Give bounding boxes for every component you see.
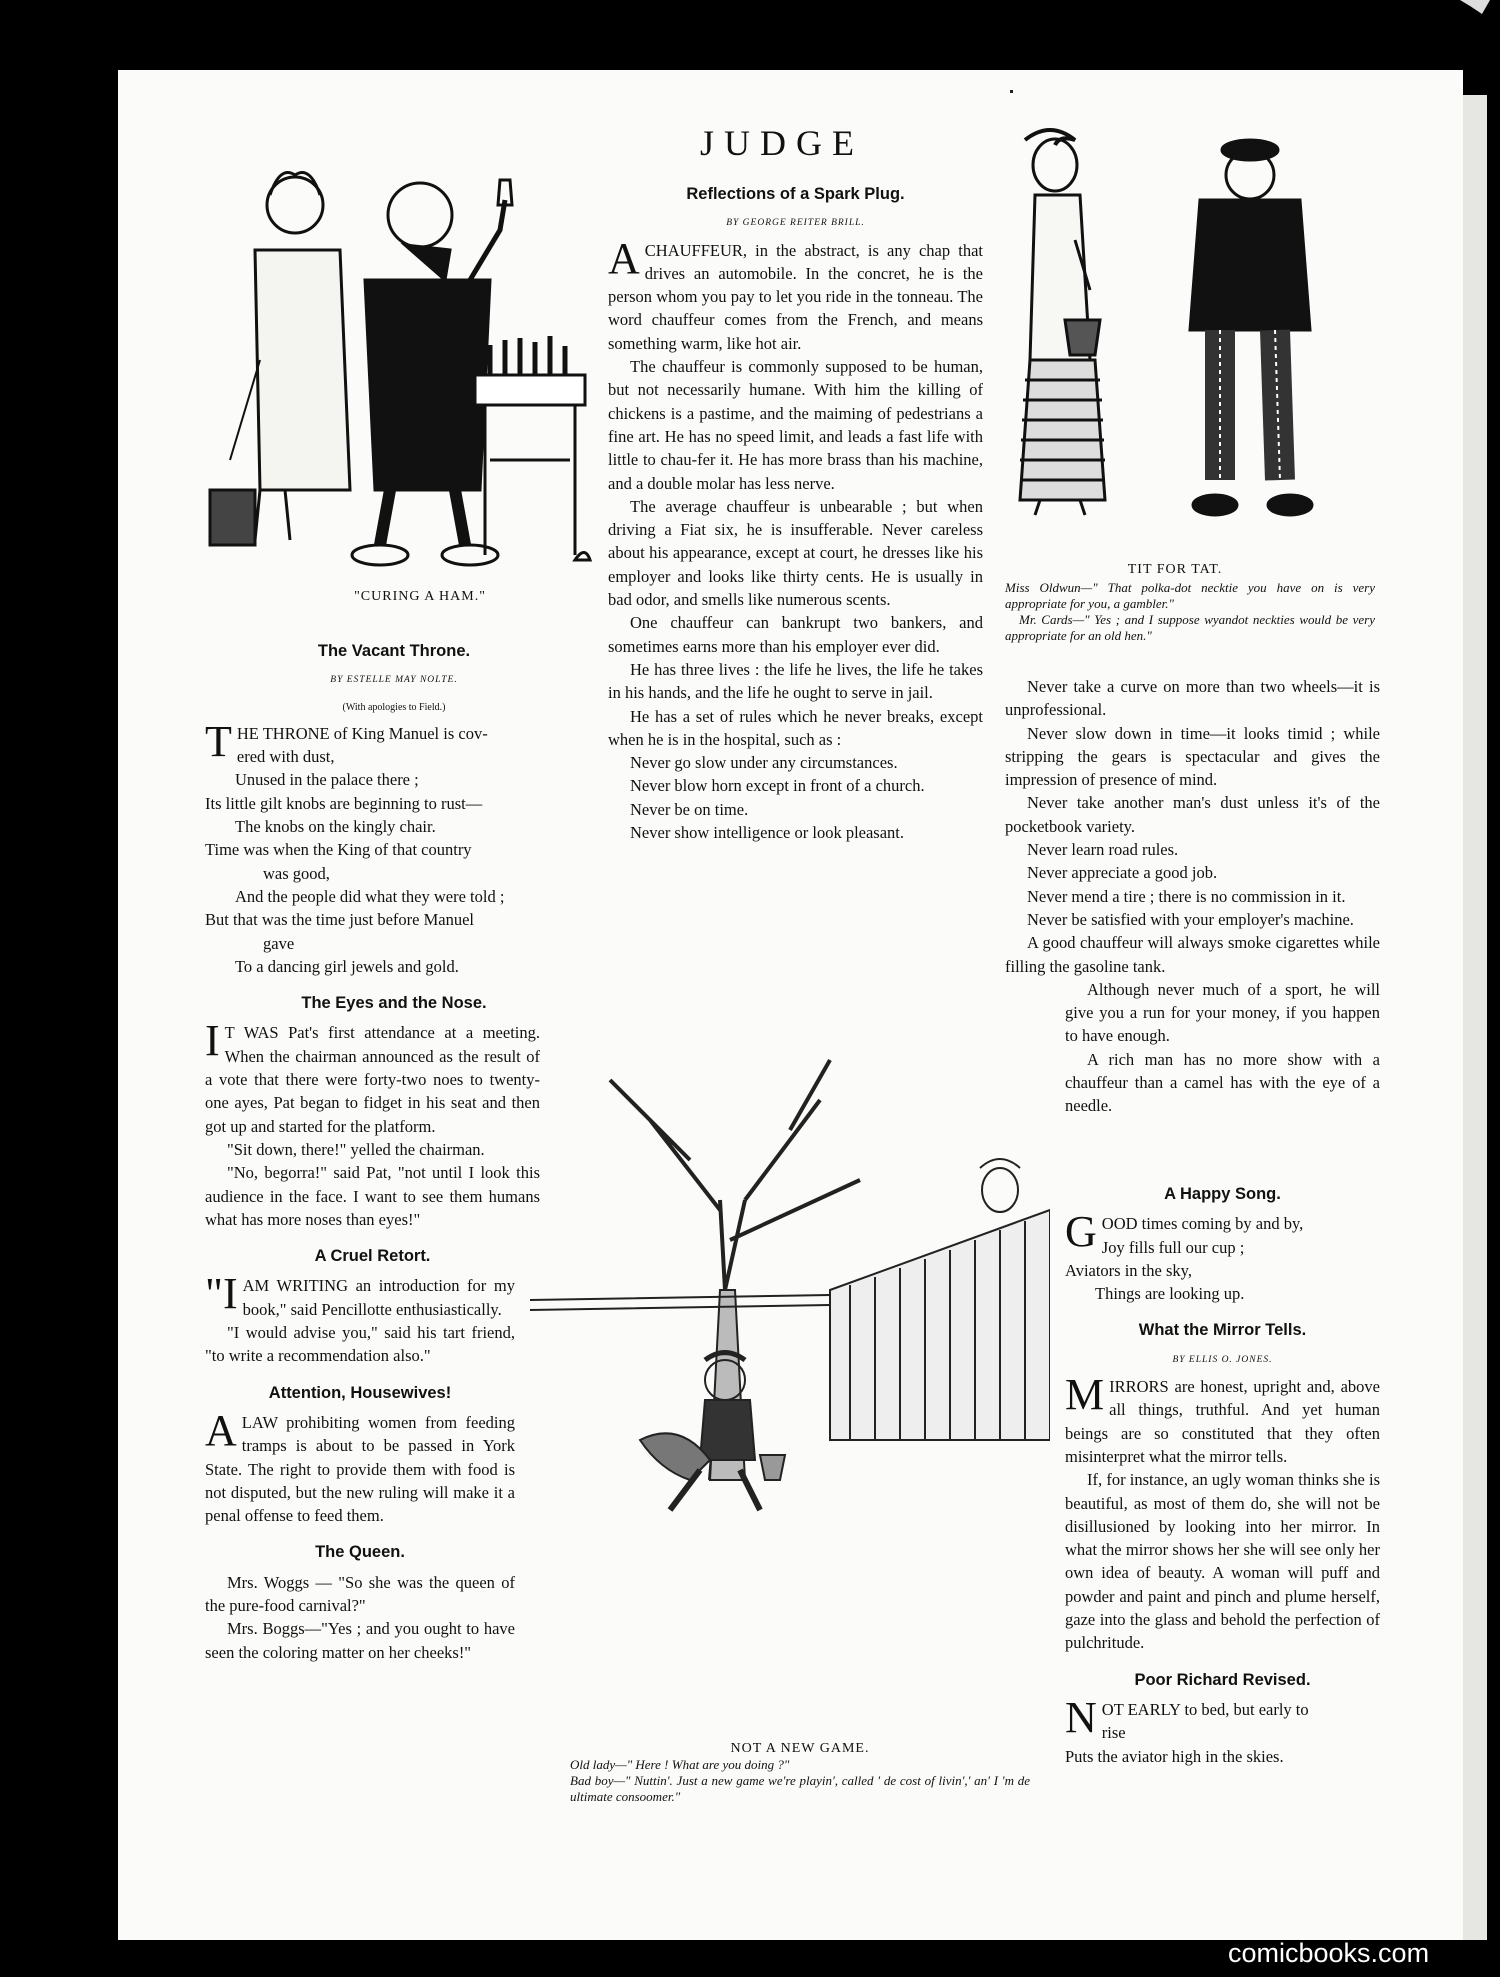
right-column: [1005, 675, 1380, 1118]
poem-line: To a dancing girl jewels and gold.: [235, 956, 459, 976]
curing-a-ham-caption: "CURING A HAM.": [354, 589, 486, 604]
drop-cap: T: [205, 716, 232, 766]
mirror-byline: BY ELLIS O. JONES.: [1172, 1354, 1273, 1365]
queen-title: The Queen.: [315, 1543, 405, 1562]
drop-cap: N: [1065, 1692, 1097, 1742]
not-a-new-game-dialog: [570, 1757, 1030, 1805]
paragraph: The average chauffeur is unbearable ; but when driving a Fiat six, he is insufferable. Never careless about his appearance, except at court, he dresses like his employer and looks like thirty cents. He is usually in bad odor, and smells like numerous scents.: [608, 496, 983, 610]
paragraph: LAW prohibiting women from feeding tramps is about to be passed in York State. The right to provide them with food is not disputed, but the new ruling will make it a penal offense to feed them.: [205, 1412, 515, 1526]
paragraph: Never appreciate a good job.: [1027, 863, 1218, 883]
paragraph: One chauffeur can bankrupt two bankers, and sometimes earns more than his employer ever did.: [608, 613, 983, 656]
paragraph: A good chauffeur will always smoke cigarettes while filling the gasoline tank.: [1005, 933, 1380, 976]
paragraph: "I would advise you," said his tart friend, "to write a recommendation also.": [205, 1323, 515, 1366]
paragraph: AM WRITING an introduction for my book," said Pencillotte enthusiastically.: [242, 1276, 515, 1319]
vacant-throne-byline: BY ESTELLE MAY NOLTE.: [330, 675, 458, 686]
happy-song-title: A Happy Song.: [1164, 1185, 1281, 1203]
dialog-line: Old lady—" Here ! What are you doing ?": [570, 1757, 790, 1772]
poem-line: ered with dust,: [236, 747, 335, 767]
paragraph: IRRORS are honest, upright and, above all things, truthful. And yet human beings are so constituted that they often misinterpret what the mirror tells.: [1065, 1377, 1380, 1466]
paragraph: A rich man has no more show with a chauffeur than a camel has with the eye of a needle.: [1065, 1049, 1380, 1116]
housewives-body: [205, 1405, 515, 1527]
poem-line: And the people did what they were told ;: [235, 886, 505, 906]
cartoon-curing-a-ham: [200, 160, 595, 575]
site-watermark: comicbooks.com: [1228, 1938, 1430, 1968]
drop-cap: A: [205, 1405, 237, 1455]
poem-line: Puts the aviator high in the skies.: [1065, 1746, 1284, 1766]
paragraph: He has a set of rules which he never breaks, except when he is in the hospital, such as :: [608, 706, 983, 749]
tit-for-tat-caption: TIT FOR TAT.: [1127, 562, 1223, 577]
poem-line: OOD times coming by and by,: [1101, 1214, 1304, 1234]
paragraph: Never learn road rules.: [1027, 840, 1179, 860]
spark-plug-byline: BY GEORGE REITER BRILL.: [726, 218, 865, 229]
right-column-lower: [1065, 1183, 1380, 1768]
paragraph: Never blow horn except in front of a church.: [630, 776, 925, 796]
paragraph: Never mend a tire ; there is no commission in it.: [1027, 886, 1346, 906]
poem-line: Time was when the King of that country: [205, 840, 472, 860]
vacant-throne-title: The Vacant Throne.: [317, 642, 471, 660]
poor-richard-title: Poor Richard Revised.: [1134, 1670, 1311, 1689]
left-column: [205, 640, 583, 1664]
paragraph: Never slow down in time—it looks timid ; while stripping the gears is spectacular and gives the impression of presence of mind.: [1005, 723, 1380, 790]
dialog-line: Mr. Cards—" Yes ; and I suppose wyandot neckties would be very appropriate for an old hen.": [1005, 612, 1375, 643]
poem-line: was good,: [263, 863, 330, 883]
vacant-throne-poem: [205, 716, 583, 978]
paragraph: T WAS Pat's first attendance at a meeting. When the chairman announced as the result of a vote that there were forty-two noes to twenty-one ayes, Pat began to fidget in his seat and then got up and started for the platform.: [205, 1023, 540, 1136]
poem-line: HE THRONE of King Manuel is cov-: [236, 723, 488, 743]
paragraph: Although never much of a sport, he will give you a run for your money, if you happen to have enough.: [1065, 979, 1380, 1046]
paragraph: Mrs. Woggs — "So she was the queen of the pure-food carnival?": [205, 1572, 515, 1615]
drop-cap: G: [1065, 1207, 1097, 1257]
poem-line: The knobs on the kingly chair.: [235, 817, 436, 837]
poem-line: gave: [263, 933, 295, 953]
vacant-throne-note: (With apologies to Field.): [342, 701, 446, 713]
dialog-line: Bad boy—" Nuttin'. Just a new game we're playin', called ' de cost of livin',' an' I 'm de ultimate consoomer.": [570, 1773, 1030, 1804]
poem-line: Aviators in the sky,: [1065, 1260, 1192, 1280]
paragraph: Never show intelligence or look pleasant.: [630, 823, 904, 843]
paragraph: If, for instance, an ugly woman thinks she is beautiful, as most of them do, she will not be disillusioned by looking into her mirror. In what the mirror shows her she will see only her own idea of beauty. A woman will puff and powder and paint and pinch and plume herself, gaze into the glass and behold the perfection of pulchritude.: [1065, 1470, 1380, 1653]
paragraph: Never take another man's dust unless it's of the pocketbook variety.: [1005, 793, 1380, 836]
middle-column: [608, 183, 983, 844]
cartoon-not-a-new-game: [530, 1040, 1050, 1520]
poem-line: Joy fills full our cup ;: [1101, 1237, 1245, 1257]
paragraph: "Sit down, there!" yelled the chairman.: [227, 1139, 485, 1159]
paragraph: Never be satisfied with your employer's machine.: [1027, 909, 1354, 929]
drop-cap: I: [205, 1016, 220, 1066]
dialog-line: Miss Oldwun—" That polka-dot necktie you have on is very appropriate for you, a gambler.": [1005, 580, 1375, 611]
paragraph: Mrs. Boggs—"Yes ; and you ought to have seen the coloring matter on her cheeks!": [205, 1619, 515, 1662]
poem-line: Things are looking up.: [1095, 1284, 1245, 1304]
paragraph: CHAUFFEUR, in the abstract, is any chap that drives an automobile. In the concret, he is the person whom you pay to let you ride in the tonneau. The word chauffeur comes from the French, and means something warm, like hot air.: [608, 240, 983, 353]
print-speck: [1010, 90, 1013, 93]
drop-cap: A: [608, 233, 640, 283]
paragraph: Never take a curve on more than two wheels—it is unprofessional.: [1005, 677, 1380, 720]
narrow-paragraphs: [1065, 978, 1380, 1118]
spark-plug-title: Reflections of a Spark Plug.: [686, 185, 905, 203]
poem-line: OT EARLY to bed, but early to: [1101, 1699, 1309, 1719]
mirror-title: What the Mirror Tells.: [1138, 1321, 1307, 1340]
paragraph: The chauffeur is commonly supposed to be human, but not necessarily humane. With him the killing of chickens is a pastime, and the maiming of pedestrians a fine art. He has no speed limit, and leads a fast life with little to chau-fer it. He has more brass than his machine, and a double molar has less nerve.: [608, 357, 983, 493]
eyes-nose-body: [205, 1016, 540, 1231]
poem-line: But that was the time just before Manuel: [205, 910, 474, 930]
poem-line: rise: [1101, 1723, 1126, 1743]
eyes-nose-title: The Eyes and the Nose.: [301, 994, 487, 1013]
poem-line: Unused in the palace there ;: [235, 770, 419, 790]
housewives-title: Attention, Housewives!: [268, 1383, 452, 1402]
cruel-retort-body: [205, 1269, 515, 1367]
corner-artifact: [1420, 0, 1500, 20]
queen-body: [205, 1571, 515, 1664]
drop-cap: M: [1065, 1370, 1105, 1420]
drop-cap: "I: [205, 1269, 238, 1319]
paragraph: He has three lives : the life he lives, the life he takes in his hands, and the life he ought to serve in jail.: [608, 659, 983, 703]
happy-song-poem: [1065, 1207, 1380, 1305]
poor-richard-poem: [1065, 1692, 1380, 1768]
poem-line: Its little gilt knobs are beginning to rust—: [205, 793, 483, 813]
page-spine: [1463, 95, 1487, 1940]
cartoon-tit-for-tat: [1005, 120, 1335, 535]
cruel-retort-title: A Cruel Retort.: [314, 1247, 431, 1266]
tit-for-tat-dialog: [1005, 580, 1375, 644]
paragraph: Never go slow under any circumstances.: [630, 753, 898, 773]
paragraph: Never be on time.: [630, 799, 749, 819]
not-a-new-game-caption: NOT A NEW GAME.: [730, 1741, 870, 1756]
paragraph: "No, begorra!" said Pat, "not until I look this audience in the face. I want to see them humans what has more noses than eyes!": [205, 1163, 540, 1229]
masthead-title: JUDGE: [700, 123, 864, 163]
